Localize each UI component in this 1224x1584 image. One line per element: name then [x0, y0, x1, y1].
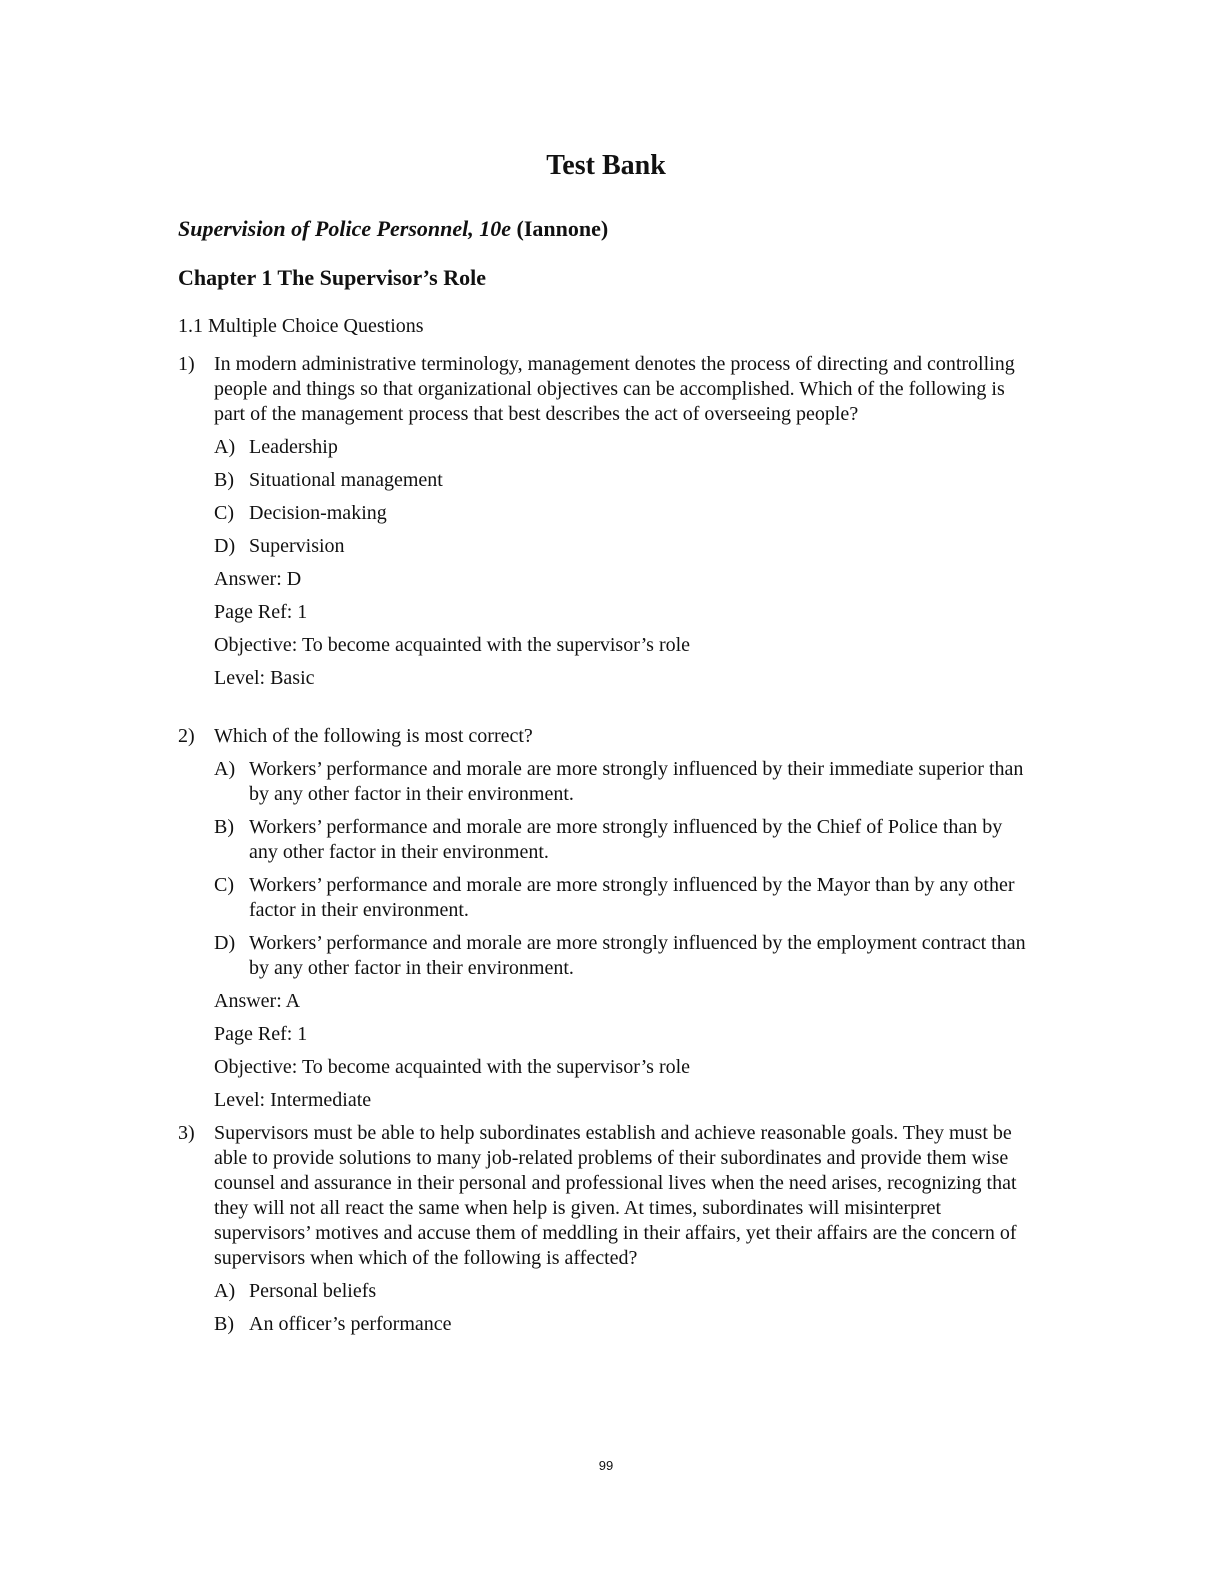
- option-letter: B): [214, 469, 234, 491]
- option-text: Workers’ performance and morale are more strongly influenced by the Chief of Police than by any other factor in their environment.: [249, 816, 1003, 863]
- question-number: 1): [178, 353, 195, 375]
- option-a: [214, 757, 1028, 807]
- option-letter: B): [214, 1313, 234, 1335]
- page-number: 99: [598, 1458, 614, 1473]
- question-number: 2): [178, 725, 195, 747]
- option-text: Workers’ performance and morale are more strongly influenced by the employment contract than by any other factor in their environment.: [249, 932, 1026, 979]
- option-a: [214, 435, 1028, 460]
- page-title: Test Bank: [546, 150, 666, 181]
- question-stem: Supervisors must be able to help subordinates establish and achieve reasonable goals. They must be able to provide solutions to many job-related problems of their subordinates and provide them wise counsel and assurance in their personal and professional lives when the need arises, recognizing that they will not all react the same when help is given. At times, subordinates will misinterpret supervisors’ motives and accuse them of meddling in their affairs, yet their affairs are the concern of supervisors when which of the following is affected?: [214, 1122, 1017, 1269]
- section-label: 1.1 Multiple Choice Questions: [178, 315, 424, 337]
- question-number: 3): [178, 1122, 195, 1144]
- option-a: [214, 1279, 1028, 1304]
- book-line: [178, 216, 608, 242]
- option-c: [214, 873, 1028, 923]
- option-b: [214, 468, 1028, 493]
- level: Level: Intermediate: [214, 1089, 372, 1111]
- objective: Objective: To become acquainted with the supervisor’s role: [214, 1056, 691, 1078]
- option-d: [214, 534, 1028, 559]
- option-letter: A): [214, 758, 236, 780]
- option-text: Personal beliefs: [249, 1280, 377, 1302]
- option-text: Workers’ performance and morale are more strongly influenced by their immediate superior than by any other factor in their environment.: [249, 758, 1024, 805]
- option-letter: B): [214, 816, 234, 838]
- chapter-title: Chapter 1 The Supervisor’s Role: [178, 265, 486, 290]
- book-author: (Iannone): [511, 216, 609, 241]
- option-letter: C): [214, 874, 234, 896]
- answer: Answer: A: [214, 990, 301, 1012]
- question-stem: Which of the following is most correct?: [214, 725, 533, 747]
- question-2: [178, 724, 1028, 1113]
- page-ref: Page Ref: 1: [214, 601, 308, 623]
- option-text: An officer’s performance: [249, 1313, 452, 1335]
- option-b: [214, 815, 1028, 865]
- book-title: Supervision of Police Personnel, 10e: [178, 216, 512, 241]
- option-text: Leadership: [249, 436, 338, 458]
- option-c: [214, 501, 1028, 526]
- option-d: [214, 931, 1028, 981]
- question-stem: In modern administrative terminology, management denotes the process of directing and controlling people and things so that organizational objectives can be accomplished. Which of the following is part of the management process that best describes the act of overseeing people?: [214, 353, 1015, 425]
- option-letter: D): [214, 932, 236, 954]
- page-ref: Page Ref: 1: [214, 1023, 308, 1045]
- option-letter: D): [214, 535, 236, 557]
- question-3: [178, 1121, 1028, 1337]
- objective: Objective: To become acquainted with the supervisor’s role: [214, 634, 691, 656]
- option-letter: C): [214, 502, 234, 524]
- option-text: Supervision: [249, 535, 345, 557]
- option-text: Workers’ performance and morale are more strongly influenced by the Mayor than by any other factor in their environment.: [249, 874, 1015, 921]
- option-letter: A): [214, 436, 236, 458]
- option-letter: A): [214, 1280, 236, 1302]
- answer: Answer: D: [214, 568, 302, 590]
- level: Level: Basic: [214, 667, 315, 689]
- option-b: [214, 1312, 1028, 1337]
- option-text: Decision-making: [249, 502, 387, 524]
- option-text: Situational management: [249, 469, 443, 491]
- question-1: [178, 352, 1028, 691]
